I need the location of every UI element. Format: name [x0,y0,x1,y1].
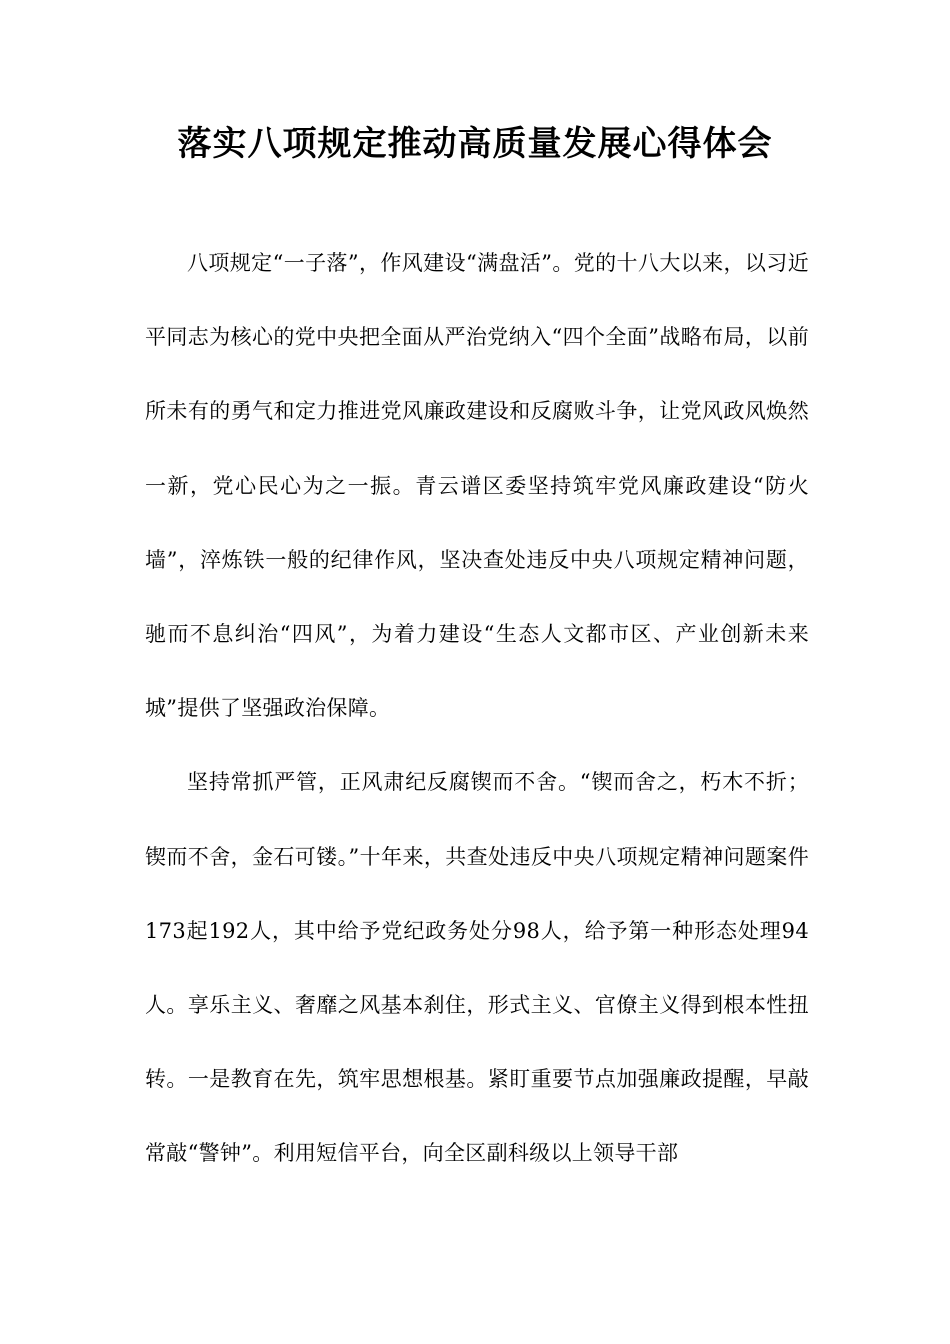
document-body [145,226,809,1191]
document-title: 落实八项规定推动高质量发展心得体会 [177,124,773,164]
paragraph-1: 八项规定“一子落”，作风建设“满盘活”。党的十八大以来，以习近平同志为核心的党中央把全面从严治党纳入“四个全面”战略布局，以前所未有的勇气和定力推进党风廉政建设和反腐败斗争，让党风政风焕然一新，党心民心为之一振。青云谱区委坚持筑牢党风廉政建设“防火墙”，淬炼铁一般的纪律作风，坚决查处违反中央八项规定精神问题，驰而不息纠治“四风”，为着力建设“生态人文都市区、产业创新未来城”提供了坚强政治保障。 [145,251,809,721]
paragraph-2: 坚持常抓严管，正风肃纪反腐锲而不舍。“锲而舍之，朽木不折；锲而不舍，金石可镂。”十年来，共查处违反中央八项规定精神问题案件173起192人，其中给予党纪政务处分98人，给予第一种形态处理94人。享乐主义、奢靡之风基本刹住，形式主义、官僚主义得到根本性扭转。一是教育在先，筑牢思想根基。紧盯重要节点加强廉政提醒，早敲常敲“警钟”。利用短信平台，向全区副科级以上领导干部 [145,770,809,1166]
